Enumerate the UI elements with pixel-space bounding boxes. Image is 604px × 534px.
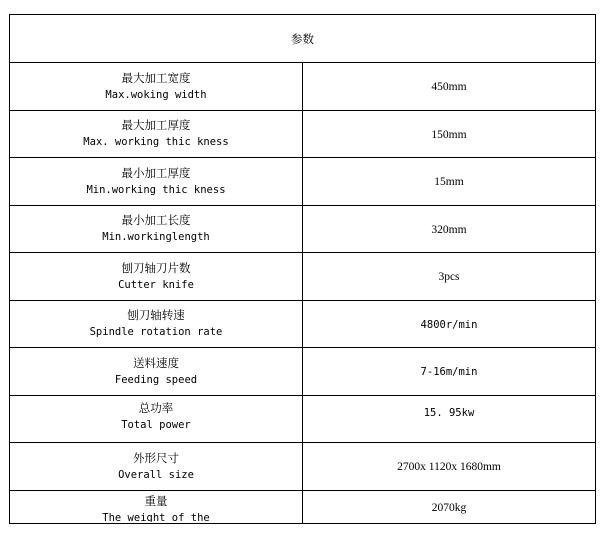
table-header-row [10,15,596,63]
label-en: Max.woking width [105,88,207,101]
label-cell [10,301,303,348]
table-row [10,63,596,111]
table-row [10,206,596,253]
label-en: Total power [121,419,191,431]
value-cell [303,206,596,253]
label-cell [10,206,303,253]
label-cell [10,396,303,443]
value-cell [303,348,596,396]
label-en: Cutter knife [118,278,194,291]
table-row [10,301,596,348]
label-zh: 最小加工厚度 [121,165,191,180]
label-cell [10,443,303,491]
label-cell [10,158,303,206]
label-clip [10,493,302,522]
table-row [10,348,596,396]
label-en: The weight of the [102,512,210,522]
value-cell [303,111,596,158]
table-row [10,111,596,158]
table-row [10,491,596,524]
value-text: 15. 95kw [423,407,475,419]
value-text: 450mm [431,81,467,93]
table-row [10,396,596,443]
value-cell [303,158,596,206]
value-text: 320mm [431,223,467,236]
table-row [10,158,596,206]
value-cell [303,396,596,443]
label-en: Feeding speed [114,373,198,386]
value-cell [303,253,596,301]
spec-table [9,14,596,524]
table-row [10,443,596,491]
label-zh: 最大加工厚度 [121,118,191,132]
value-text: 150mm [431,128,467,141]
value-text: 2070kg [431,501,467,514]
label-zh: 重量 [144,494,168,508]
value-cell [303,491,596,524]
label-zh: 外形尺寸 [133,450,179,465]
label-cell [10,253,303,301]
label-en: Min.working thic kness [86,183,226,196]
value-cell [303,63,596,111]
table-header-cell [10,15,596,63]
label-en: Overall size [118,468,194,481]
label-en: Min.workinglength [102,231,210,243]
table-row [10,253,596,301]
value-text: 4800r/min [420,318,478,331]
label-zh: 总功率 [138,401,174,415]
value-text: 2700x 1120x 1680mm [397,461,501,473]
value-cell [303,443,596,491]
label-cell [10,111,303,158]
label-en: Max. working thic kness [83,136,229,148]
value-cell [303,301,596,348]
value-text: 7-16m/min [420,366,478,378]
label-zh: 最大加工宽度 [121,70,191,85]
label-zh: 送料速度 [133,355,179,370]
label-zh: 最小加工长度 [121,213,191,227]
label-cell [10,491,303,524]
value-text: 15mm [434,176,464,188]
label-zh: 刨刀轴刀片数 [121,260,191,275]
label-cell [10,63,303,111]
table-header-title: 参数 [291,31,314,46]
label-cell [10,348,303,396]
label-zh: 刨刀轴转速 [127,308,185,322]
value-text: 3pcs [438,271,460,283]
label-en: Spindle rotation rate [89,326,223,338]
